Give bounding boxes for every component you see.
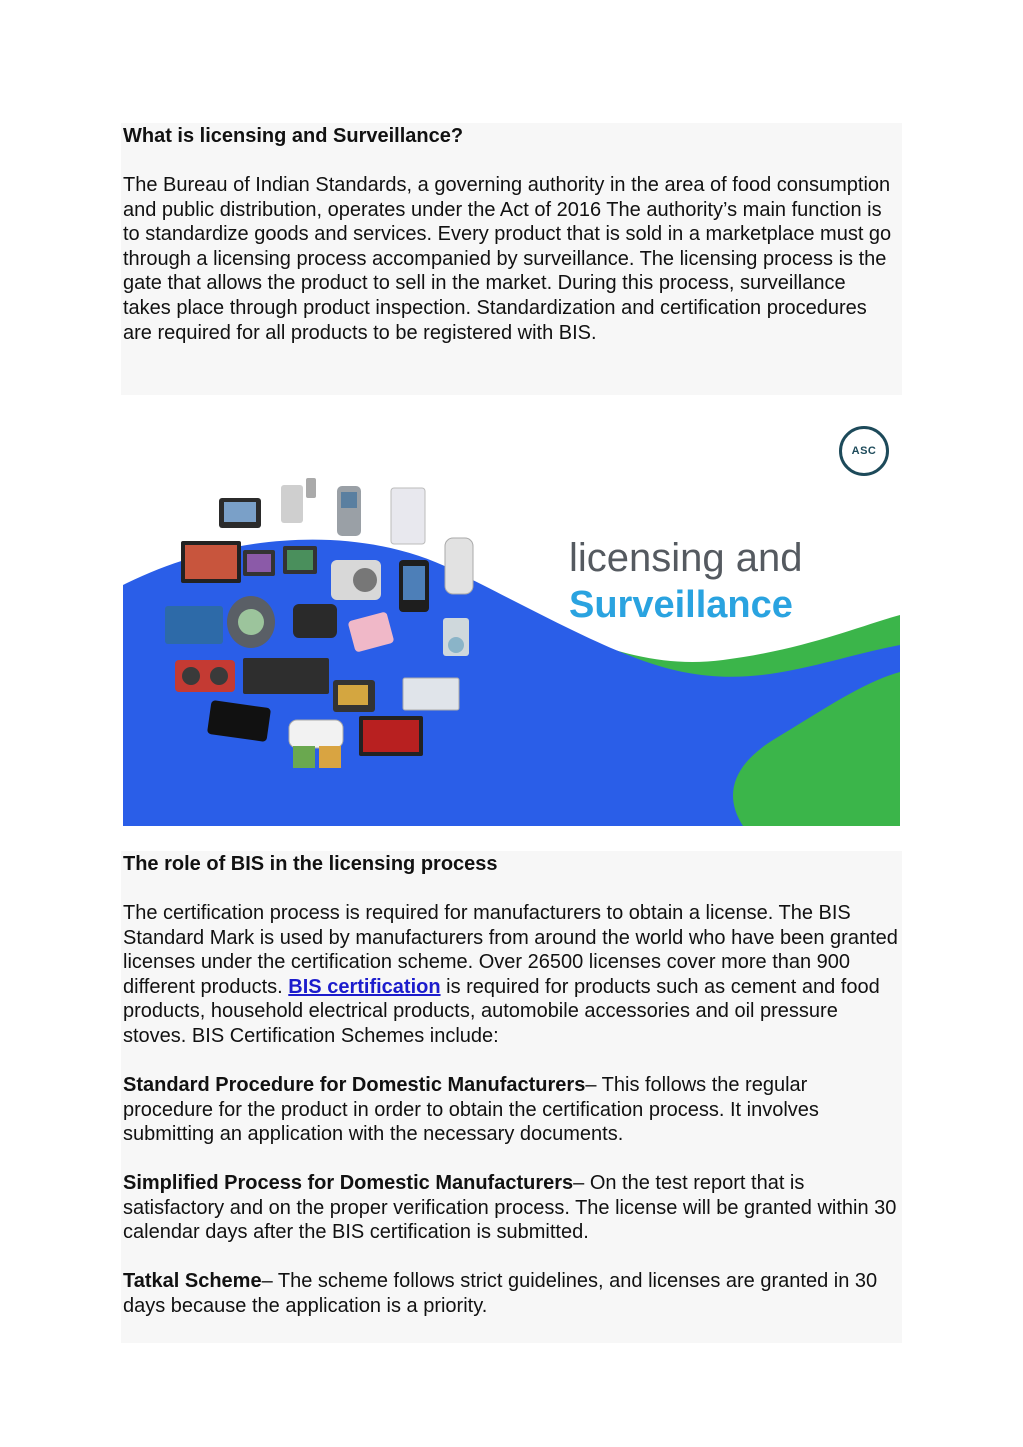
scheme-title: Standard Procedure for Domestic Manufacturers	[123, 1074, 586, 1096]
scheme-description: – The scheme follows strict guidelines, and licenses are granted in 30 days because the application is a priority.	[123, 1270, 878, 1317]
scheme-simplified-process	[123, 1171, 898, 1245]
section-what-is-licensing	[121, 123, 902, 395]
section-heading: The role of BIS in the licensing process	[123, 853, 498, 875]
section-role-of-bis	[121, 851, 902, 1343]
scheme-title: Tatkal Scheme	[123, 1270, 262, 1292]
licensing-banner-image	[123, 410, 900, 826]
scheme-description: – On the test report that is satisfactory and on the proper verification process. The license will be granted within 30 calendar days after the BIS certification is submitted.	[123, 1172, 897, 1244]
section-paragraph: The Bureau of Indian Standards, a governing authority in the area of food consumption and public distribution, operates under the Act of 2016 The authority’s main function is to standardize goods and services. Every product that is sold in a marketplace must go through a licensing process accompanied by surveillance. The licensing process is the gate that allows the product to sell in the market. During this process, surveillance takes place through product inspection. Standardization and certification procedures are required for all products to be registered with BIS.	[123, 174, 892, 344]
scheme-description: – This follows the regular procedure for the product in order to obtain the certification process. It involves submitting an application with the necessary documents.	[123, 1074, 819, 1146]
banner-title-line2: Surveillance	[569, 584, 793, 626]
logo-text: ASC	[851, 445, 877, 457]
scheme-standard-procedure	[123, 1073, 898, 1147]
asc-logo-icon	[839, 426, 889, 476]
banner-title-line1: licensing and	[569, 536, 803, 580]
scheme-tatkal	[123, 1269, 898, 1318]
section-heading: What is licensing and Surveillance?	[123, 125, 464, 147]
paragraph-text: is required for products such as cement and food products, household electrical products, automobile accessories and oil pressure stoves. BIS Certification Schemes include:	[123, 975, 880, 1047]
scheme-title: Simplified Process for Domestic Manufacturers	[123, 1172, 574, 1194]
bis-certification-link[interactable]: BIS certification	[288, 975, 441, 998]
section-paragraph	[123, 901, 898, 1049]
paragraph-text: The certification process is required for manufacturers to obtain a license. The BIS Standard Mark is used by manufacturers from around the world who have been granted licenses under the certification scheme. Over 26500 licenses cover more than 900 different products.	[123, 902, 898, 998]
